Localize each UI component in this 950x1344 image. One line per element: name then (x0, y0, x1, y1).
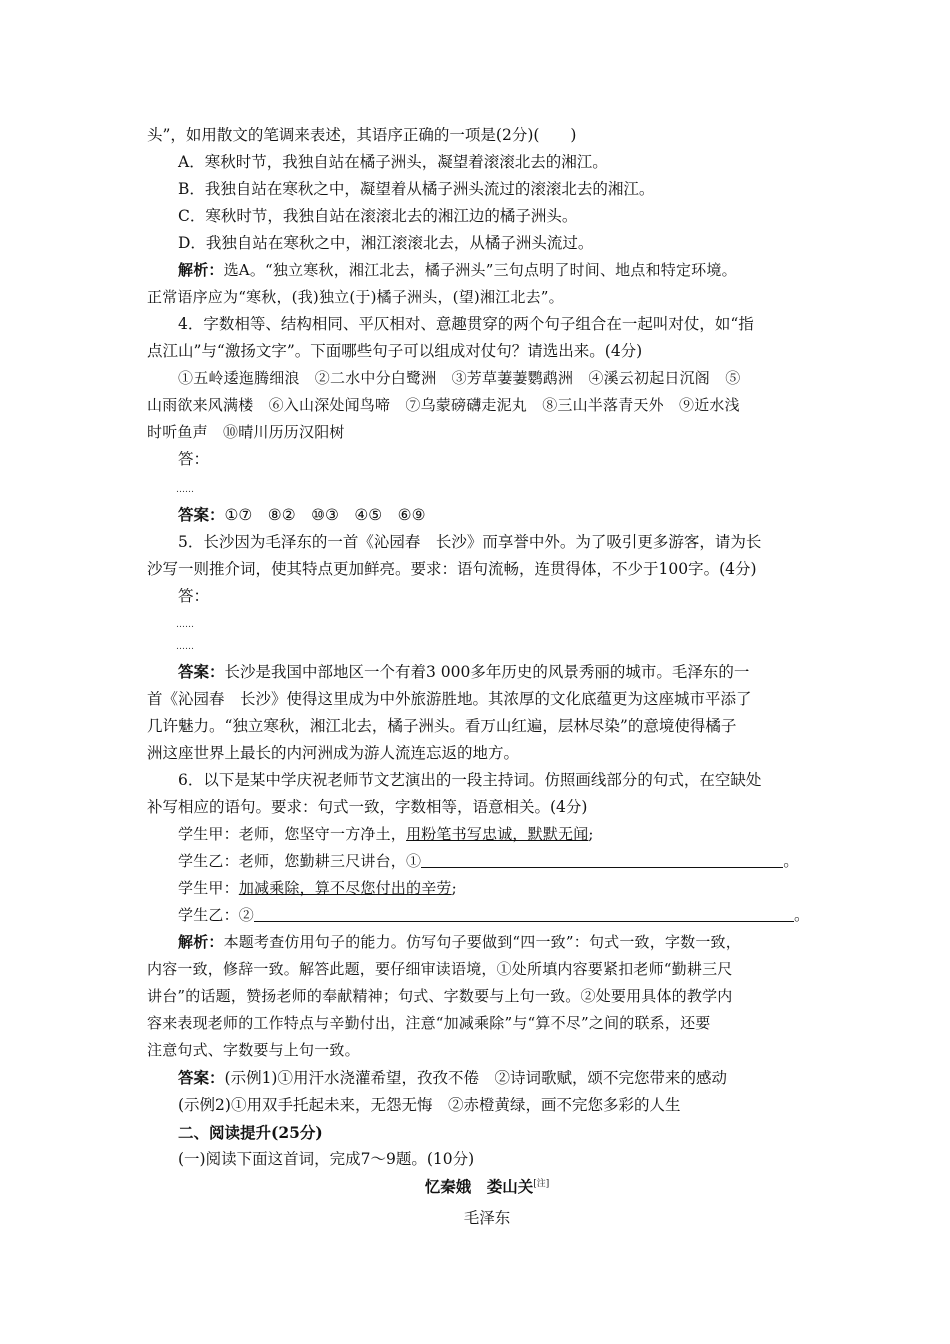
q4-stem-cont: 点江山”与“激扬文字”。下面哪些句子可以组成对仗句？请选出来。(4分) (147, 342, 643, 360)
dialogue-line-2 (147, 848, 812, 875)
dialogue-punct: ; (588, 825, 594, 843)
q3-option-d: D．我独自站在寒秋之中，湘江滚滚北去，从橘子洲头流过。 (178, 234, 594, 252)
footnote-marker: [注] (533, 1178, 550, 1189)
answer-space: …… (176, 485, 194, 495)
q5-answer-cont: 首《沁园春 长沙》使得这里成为中外旅游胜地。其浓厚的文化底蕴更为这座城市平添了 (147, 690, 752, 708)
q5-answer-cont: 几许魅力。“独立寒秋，湘江北去，橘子洲头。看万山红遍，层林尽染”的意境使得橘子 (147, 717, 737, 735)
fill-blank-1[interactable] (421, 851, 783, 868)
q5-answer (147, 658, 812, 686)
q5-answer-cont: 洲这座世界上最长的内河洲成为游人流连忘返的地方。 (147, 744, 520, 762)
q5-stem-cont: 沙写一则推介词，使其特点更加鲜亮。要求：语句流畅，连贯得体，不少于100字。(4分) (147, 560, 757, 578)
fill-blank-2[interactable] (254, 905, 794, 922)
answer-text: ①⑦ ⑧② ⑩③ ④⑤ ⑥⑨ (224, 506, 426, 524)
analysis-label: 解析： (178, 261, 224, 279)
poem-title-text: 忆秦娥 娄山关 (424, 1177, 534, 1196)
dialogue-punct: 。 (794, 906, 810, 924)
underlined-model-sentence: 用粉笔书写忠诚，默默无闻 (406, 825, 589, 843)
q5-stem: 5．长沙因为毛泽东的一首《沁园春 长沙》而享誉中外。为了吸引更多游客，请为长 (178, 533, 762, 551)
dialogue-line-1 (147, 821, 812, 848)
q6-stem-cont: 补写相应的语句。要求：句式一致，字数相等，语意相关。(4分) (147, 798, 588, 816)
underlined-model-sentence: 加减乘除，算不尽您付出的辛劳 (238, 879, 452, 897)
answer-space: …… (176, 642, 194, 652)
dialogue-text: 学生甲：老师，您坚守一方净土， (178, 825, 407, 843)
q4-answer-prompt: 答： (178, 450, 210, 468)
q3-option-c: C．寒秋时节，我独自站在滚滚北去的湘江边的橘子洲头。 (178, 207, 578, 225)
dialogue-line-3 (147, 875, 812, 902)
dialogue-punct: 。 (783, 852, 799, 870)
dialogue-text: 学生甲： (178, 879, 239, 897)
poem-author: 毛泽东 (463, 1209, 511, 1227)
q6-analysis-cont: 注意句式、字数要与上句一致。 (147, 1041, 360, 1059)
q4-options-2: 山雨欲来风满楼 ⑥入山深处闻鸟啼 ⑦乌蒙磅礴走泥丸 ⑧三山半落青天外 ⑨近水浅 (147, 396, 740, 414)
answer-label: 答案： (178, 505, 225, 524)
answer-space: …… (176, 620, 194, 630)
dialogue-line-4 (147, 902, 812, 929)
q4-options-1: ①五岭逶迤腾细浪 ②二水中分白鹭洲 ③芳草萋萋鹦鹉洲 ④溪云初起日沉阁 ⑤ (178, 369, 741, 387)
answer-label: 答案： (178, 662, 225, 681)
q4-options-3: 时听鱼声 ⑩晴川历历汉阳树 (147, 423, 345, 441)
poem-title (147, 1173, 812, 1201)
analysis-text: 本题考查仿用句子的能力。仿写句子要做到“四一致”：句式一致，字数一致， (223, 933, 741, 951)
q6-answer (147, 1064, 812, 1092)
reading-instruction: (一)阅读下面这首词，完成7～9题。(10分) (178, 1150, 475, 1168)
q6-analysis (147, 929, 812, 956)
q6-analysis-cont: 讲台”的话题，赞扬老师的奉献精神；句式、字数要与上句一致。②处要用具体的教学内 (147, 987, 733, 1005)
q4-stem: 4．字数相等、结构相同、平仄相对、意趣贯穿的两个句子组合在一起叫对仗，如“指 (178, 315, 754, 333)
q3-option-b: B．我独自站在寒秋之中，凝望着从橘子洲头流过的滚滚北去的湘江。 (178, 180, 655, 198)
q6-answer-example-2: (示例2)①用双手托起未来，无怨无悔 ②赤橙黄绿，画不完您多彩的人生 (178, 1096, 681, 1114)
dialogue-text: 学生乙：老师，您勤耕三尺讲台，① (178, 852, 422, 870)
q5-answer-prompt: 答： (178, 587, 210, 605)
document-page (147, 122, 812, 1232)
q6-analysis-cont: 内容一致，修辞一致。解答此题，要仔细审读语境，①处所填内容要紧扣老师“勤耕三尺 (147, 960, 733, 978)
analysis-label: 解析： (178, 933, 224, 951)
q3-analysis-cont: 正常语序应为“寒秋，(我)独立(于)橘子洲头，(望)湘江北去”。 (147, 288, 564, 306)
q6-analysis-cont: 容来表现老师的工作特点与辛勤付出，注意“加减乘除”与“算不尽”之间的联系，还要 (147, 1014, 711, 1032)
analysis-text: 选A。“独立寒秋，湘江北去，橘子洲头”三句点明了时间、地点和特定环境。 (223, 261, 737, 279)
answer-text: 长沙是我国中部地区一个有着3 000多年历史的风景秀丽的城市。毛泽东的一 (224, 663, 750, 681)
q4-answer (147, 501, 812, 529)
q3-stem-tail: 头”，如用散文的笔调来表述，其语序正确的一项是(2分)( ) (147, 126, 577, 144)
q3-analysis (147, 257, 812, 284)
answer-text: (示例1)①用汗水浇灌希望，孜孜不倦 ②诗词歌赋，颂不完您带来的感动 (224, 1069, 727, 1087)
dialogue-punct: ; (451, 879, 457, 897)
answer-label: 答案： (178, 1068, 225, 1087)
q3-option-a: A．寒秋时节，我独自站在橘子洲头，凝望着滚滚北去的湘江。 (178, 153, 608, 171)
section-heading: 二、阅读提升(25分) (178, 1123, 323, 1142)
q6-stem: 6．以下是某中学庆祝老师节文艺演出的一段主持词。仿照画线部分的句式，在空缺处 (178, 771, 762, 789)
dialogue-text: 学生乙：② (178, 906, 255, 924)
